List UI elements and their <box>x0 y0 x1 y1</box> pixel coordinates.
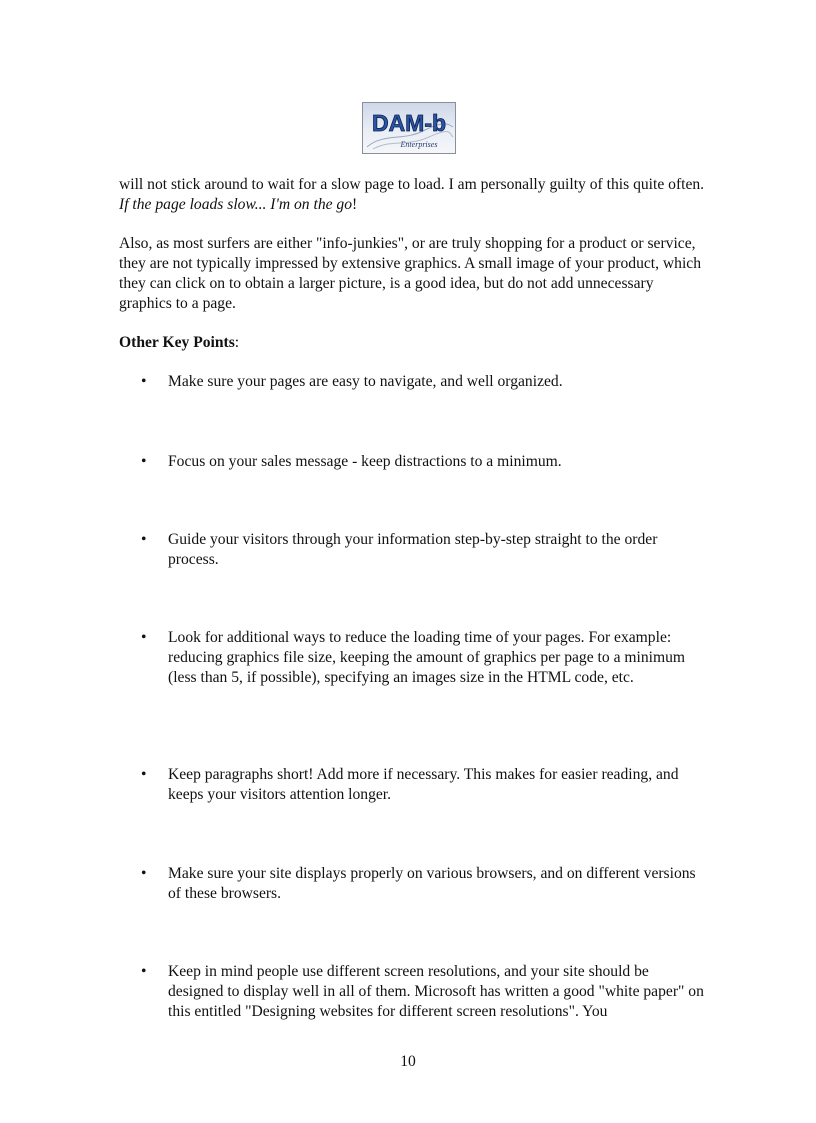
bullet-icon: • <box>141 373 147 390</box>
key-points-heading <box>119 333 705 353</box>
bullet-icon: • <box>141 766 147 783</box>
list-item <box>119 452 705 472</box>
intro-emphasis: If the page loads slow... I'm on the go <box>119 196 353 213</box>
bullet-icon: • <box>141 963 147 980</box>
key-points-heading-colon: : <box>234 334 240 351</box>
list-item-text: Look for additional ways to reduce the loading time of your pages. For example: reducing graphics file size, keeping the amount of graphics per page to a minimum (less than 5, if possible), specifying an images size in the HTML code, etc. <box>168 629 686 686</box>
key-points-heading-bold: Other Key Points <box>119 334 235 351</box>
intro-text: will not stick around to wait for a slow page to load. I am personally guilty of this quite often. <box>119 176 705 193</box>
list-item <box>119 530 705 570</box>
list-item <box>119 864 705 904</box>
list-item-text: Make sure your site displays properly on various browsers, and on different versions of these browsers. <box>168 865 696 902</box>
bullet-icon: • <box>141 531 147 548</box>
list-item <box>119 962 705 1022</box>
logo-graphic <box>363 103 455 153</box>
bullet-icon: • <box>141 453 147 470</box>
graphics-paragraph <box>119 234 705 314</box>
graphics-paragraph-text: Also, as most surfers are either "info-junkies", or are truly shopping for a product or service, they are not typically impressed by extensive graphics. A small image of your product, which they can click on to obtain a larger picture, is a good idea, but do not add unnecessary graphics to a page. <box>119 235 702 312</box>
logo-text: DAM-b <box>371 110 447 136</box>
list-item-text: Guide your visitors through your information step-by-step straight to the order process. <box>168 531 658 568</box>
logo-subtext: Enterprises <box>400 140 438 149</box>
bullet-icon: • <box>141 629 147 646</box>
list-item-text: Make sure your pages are easy to navigate, and well organized. <box>168 373 563 390</box>
list-item-text: Keep in mind people use different screen resolutions, and your site should be designed to display well in all of them. Microsoft has written a good "white paper" on this entitled "Designing websites for different screen resolutions". You <box>168 963 704 1020</box>
intro-trail: ! <box>352 196 358 213</box>
list-item <box>119 765 705 805</box>
intro-paragraph <box>119 175 705 215</box>
list-item-text: Keep paragraphs short! Add more if necessary. This makes for easier reading, and keeps your visitors attention longer. <box>168 766 679 803</box>
bullet-icon: • <box>141 865 147 882</box>
company-logo <box>362 102 456 154</box>
list-item <box>119 372 705 392</box>
list-item <box>119 628 705 688</box>
list-item-text: Focus on your sales message - keep distractions to a minimum. <box>168 453 562 470</box>
page-number: 10 <box>400 1053 416 1070</box>
